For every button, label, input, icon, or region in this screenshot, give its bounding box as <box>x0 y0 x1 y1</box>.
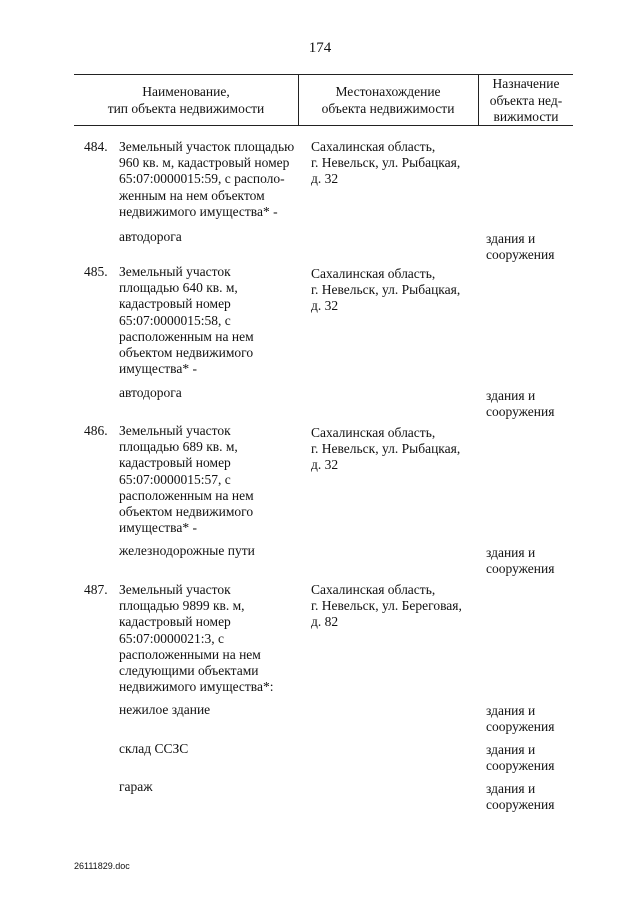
entry-location: Сахалинская область, г. Невельск, ул. Рыбацкая, д. 32 <box>311 139 461 187</box>
object-name: склад ССЗС <box>119 741 189 756</box>
object-name: гараж <box>119 779 153 794</box>
entry-location: Сахалинская область, г. Невельск, ул. Береговая, д. 82 <box>311 582 462 630</box>
object-purpose: здания и сооружения <box>486 742 555 774</box>
entry-location: Сахалинская область, г. Невельск, ул. Рыбацкая, д. 32 <box>311 425 461 473</box>
entry-number: 485. <box>84 264 108 279</box>
entry-description: Земельный участок площадью 689 кв. м, кадастровый номер 65:07:0000015:57, с расположенным на нем объектом недвижимого имущества* - <box>119 423 254 536</box>
header-name-type: Наименование, тип объекта недвижимости <box>107 84 265 116</box>
entry-number: 487. <box>84 582 108 597</box>
header-divider-2 <box>478 74 479 126</box>
object-purpose: здания и сооружения <box>486 388 555 420</box>
footer-filename: 26111829.doc <box>74 861 130 871</box>
object-name: автодорога <box>119 385 182 400</box>
object-purpose: здания и сооружения <box>486 545 555 577</box>
object-purpose: здания и сооружения <box>486 231 555 263</box>
page-number: 174 <box>308 40 332 56</box>
object-purpose: здания и сооружения <box>486 781 555 813</box>
entry-description: Земельный участок площадью 9899 кв. м, кадастровый номер 65:07:0000021:3, с расположенными на нем следующими объектами недвижимого имущества*: <box>119 582 274 695</box>
header-divider-1 <box>298 74 299 126</box>
entry-description: Земельный участок площадью 640 кв. м, кадастровый номер 65:07:0000015:58, с расположенным на нем объектом недвижимого имущества* - <box>119 264 254 377</box>
header-location: Местонахождение объекта недвижимости <box>321 84 455 116</box>
entry-number: 486. <box>84 423 108 438</box>
object-purpose: здания и сооружения <box>486 703 555 735</box>
object-name: железнодорожные пути <box>119 543 255 558</box>
object-name: нежилое здание <box>119 702 211 717</box>
entry-location: Сахалинская область, г. Невельск, ул. Рыбацкая, д. 32 <box>311 266 461 314</box>
entry-description: Земельный участок площадью 960 кв. м, кадастровый номер 65:07:0000015:59, с располо- женным на нем объектом недвижимого имущества* - <box>119 139 295 219</box>
header-top-rule <box>74 74 573 75</box>
entry-number: 484. <box>84 139 108 154</box>
object-name: автодорога <box>119 229 182 244</box>
header-purpose: Назначение объекта нед- вижимости <box>489 76 563 124</box>
